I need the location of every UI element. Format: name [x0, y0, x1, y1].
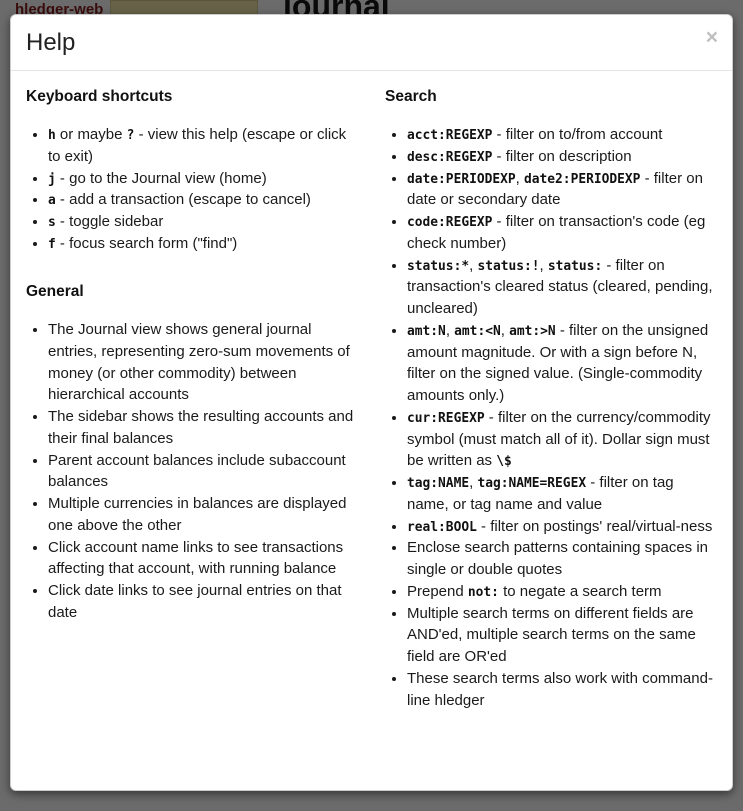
help-modal [10, 14, 733, 791]
help-column-left [26, 86, 358, 721]
item-text: - filter on transaction's cleared status (cleared, pending, uncleared) [407, 256, 713, 318]
help-list-item [407, 472, 717, 516]
help-list-item [407, 516, 717, 538]
help-list-item [407, 581, 717, 603]
item-text: Prepend [407, 582, 468, 600]
item-text: - go to the Journal view (home) [55, 169, 267, 187]
section-heading: Keyboard shortcuts [26, 87, 173, 105]
item-text: Click date links to see journal entries on that date [48, 582, 342, 621]
code-term: status:* [407, 258, 470, 274]
help-list [385, 124, 717, 711]
code-term: date2:PERIODEXP [524, 171, 641, 187]
code-term: s [48, 215, 56, 231]
code-term: f [48, 236, 56, 252]
item-text: - filter on tag name, or tag name and value [407, 474, 674, 513]
item-text: or maybe [55, 126, 127, 144]
help-list-item [48, 537, 358, 581]
item-text: , [515, 169, 524, 187]
code-term: status: [547, 258, 603, 274]
help-list-item [48, 124, 358, 168]
code-term: tag:NAME [407, 476, 470, 492]
help-list-item [48, 319, 358, 406]
item-text: - filter on postings' real/virtual-ness [476, 517, 713, 535]
help-list-item [407, 255, 717, 320]
help-list-item [48, 580, 358, 624]
help-list-item [48, 450, 358, 494]
help-list-item [48, 233, 358, 255]
item-text: , [469, 474, 478, 492]
code-term: real:BOOL [407, 519, 477, 535]
section-heading: Search [385, 87, 437, 105]
help-list-item [48, 168, 358, 190]
item-text: The sidebar shows the resulting accounts and their final balances [48, 408, 354, 447]
item-text: The Journal view shows general journal entries, representing zero-sum movements of money (or other commodity) between hierarchical accounts [48, 321, 350, 404]
item-text: Click account name links to see transactions affecting that account, with running balance [48, 538, 344, 578]
code-term: not: [467, 584, 499, 600]
help-list-item [407, 124, 717, 146]
help-list-item [407, 537, 717, 581]
code-term: code:REGEXP [407, 215, 493, 231]
item-text: , [445, 321, 455, 339]
code-term: a [48, 193, 56, 209]
item-text: - add a transaction (escape to cancel) [55, 191, 311, 209]
code-term: acct:REGEXP [407, 128, 493, 144]
help-list [26, 319, 358, 624]
item-text: Multiple currencies in balances are displayed one above the other [48, 495, 347, 534]
item-text: - toggle sidebar [55, 213, 164, 231]
code-term: j [48, 171, 56, 187]
help-list-item [407, 603, 717, 668]
code-term: h [48, 128, 56, 144]
item-text: Enclose search patterns containing spaces in single or double quotes [407, 539, 709, 579]
item-text: , [500, 321, 510, 339]
help-column-right [385, 86, 717, 721]
code-term: ? [126, 128, 135, 144]
modal-body [11, 71, 732, 736]
item-text: - filter on the currency/commodity symbol (must match all of it). Dollar sign must be written as [407, 408, 711, 470]
code-term: amt:N [407, 323, 446, 339]
item-text: - filter on transaction's code (eg check number) [407, 213, 706, 252]
code-term: desc:REGEXP [407, 149, 493, 165]
item-text: - filter on the unsigned amount magnitude. Or with a sign before N, filter on the signed value. (Single-commodity amounts only.) [407, 321, 709, 405]
code-term: date:PERIODEXP [407, 171, 516, 187]
help-list-item [407, 668, 717, 712]
code-term: \$ [496, 454, 512, 470]
code-term: amt:>N [509, 323, 556, 339]
item-text: - view this help (escape or click to exit) [48, 126, 347, 165]
code-term: tag:NAME=REGEX [477, 476, 587, 492]
help-list-item [407, 407, 717, 472]
help-list-item [48, 189, 358, 211]
item-text: , [539, 256, 548, 274]
code-term: status:! [477, 258, 540, 274]
item-text: Parent account balances include subaccount balances [48, 451, 346, 491]
help-list-item [407, 320, 717, 407]
item-text: These search terms also work with command-line hledger [407, 669, 713, 709]
code-term: cur:REGEXP [407, 410, 485, 426]
modal-header [11, 15, 732, 71]
item-text: to negate a search term [498, 582, 662, 600]
help-list-item [48, 211, 358, 233]
item-text: Multiple search terms on different fields are AND'ed, multiple search terms on the same field are OR'ed [407, 604, 696, 666]
item-text: - filter on to/from account [492, 126, 663, 144]
item-text: - filter on date or secondary date [407, 169, 703, 209]
help-list-item [407, 211, 717, 255]
section-heading: General [26, 282, 84, 300]
item-text: , [469, 256, 478, 274]
item-text: - focus search form ("find") [55, 234, 238, 252]
code-term: amt:<N [454, 323, 501, 339]
item-text: - filter on description [492, 147, 632, 165]
help-list-item [48, 406, 358, 450]
modal-title: Help [26, 29, 76, 56]
help-list-item [407, 168, 717, 212]
help-list [26, 124, 358, 255]
help-list-item [407, 146, 717, 168]
close-icon[interactable]: × [705, 26, 718, 49]
help-list-item [48, 493, 358, 537]
